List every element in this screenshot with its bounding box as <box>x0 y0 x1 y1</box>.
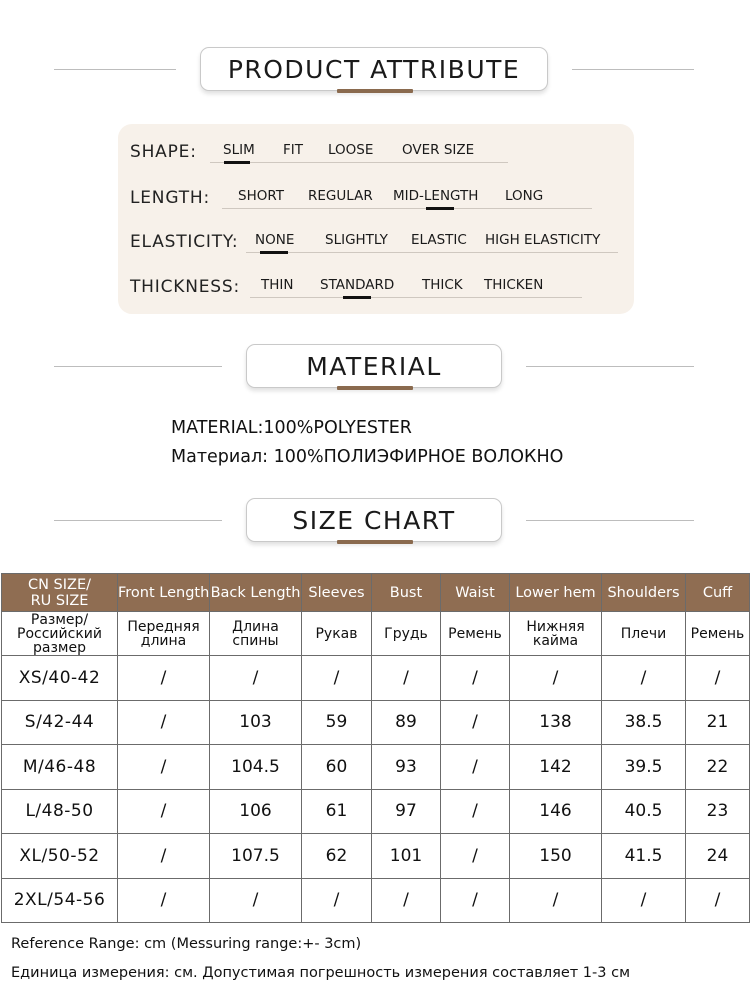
table-row <box>2 834 750 879</box>
table-cell: / <box>372 878 441 923</box>
attribute-row-shape <box>130 138 630 168</box>
table-cell: 39.5 <box>602 745 686 790</box>
size-label-cell: S/42-44 <box>2 700 118 745</box>
table-row <box>2 789 750 834</box>
table-row <box>2 700 750 745</box>
table-cell: 101 <box>372 834 441 879</box>
divider <box>54 366 222 367</box>
size-chart-heading <box>0 498 750 544</box>
attribute-option: MID-LENGTH <box>393 188 479 204</box>
table-cell: / <box>441 656 510 701</box>
column-header: Cuff <box>686 574 750 612</box>
table-cell: 93 <box>372 745 441 790</box>
table-header-row-ru <box>2 612 750 656</box>
table-row <box>2 745 750 790</box>
attribute-option: SLIM <box>223 142 255 158</box>
table-cell: / <box>441 834 510 879</box>
divider <box>54 520 222 521</box>
column-header-ru: Размер/ Российский размер <box>2 612 118 656</box>
section-title <box>246 498 502 542</box>
attribute-option: FIT <box>283 142 303 158</box>
column-header: Lower hem <box>510 574 602 612</box>
selected-marker <box>260 251 288 254</box>
attribute-option: HIGH ELASTICITY <box>485 232 601 248</box>
column-header-ru: Передняя длина <box>118 612 210 656</box>
table-cell: / <box>118 878 210 923</box>
column-header: Waist <box>441 574 510 612</box>
table-cell: / <box>441 789 510 834</box>
table-cell: 41.5 <box>602 834 686 879</box>
selected-marker <box>343 296 371 299</box>
table-cell: 142 <box>510 745 602 790</box>
table-cell: / <box>441 878 510 923</box>
table-cell: / <box>118 834 210 879</box>
table-cell: / <box>302 656 372 701</box>
table-cell: 138 <box>510 700 602 745</box>
section-title <box>200 47 548 91</box>
table-cell: / <box>210 656 302 701</box>
table-cell: 97 <box>372 789 441 834</box>
table-cell: 22 <box>686 745 750 790</box>
attribute-option: SHORT <box>238 188 284 204</box>
column-header-ru: Ремень <box>686 612 750 656</box>
table-cell: 89 <box>372 700 441 745</box>
table-row <box>2 878 750 923</box>
attribute-rule <box>222 208 592 209</box>
reference-range-en: Reference Range: cm (Messuring range:+- 3cm) <box>11 936 362 952</box>
attribute-row-length <box>130 184 630 214</box>
column-header: Bust <box>372 574 441 612</box>
size-label-cell: M/46-48 <box>2 745 118 790</box>
attribute-option: THICK <box>422 277 463 293</box>
column-header-ru: Рукав <box>302 612 372 656</box>
section-title-text: SIZE CHART <box>292 505 456 535</box>
attribute-option: STANDARD <box>320 277 395 293</box>
column-header: Back Length <box>210 574 302 612</box>
table-cell: / <box>602 878 686 923</box>
table-cell: 24 <box>686 834 750 879</box>
column-header: CN SIZE/ RU SIZE <box>2 574 118 612</box>
product-attribute-heading <box>0 47 750 93</box>
section-title-text: PRODUCT ATTRIBUTE <box>227 54 521 84</box>
table-cell: / <box>686 878 750 923</box>
table-cell: / <box>441 745 510 790</box>
column-header: Front Length <box>118 574 210 612</box>
table-cell: / <box>302 878 372 923</box>
title-accent <box>337 540 413 544</box>
table-cell: / <box>118 789 210 834</box>
attribute-label: SHAPE: <box>130 142 197 162</box>
table-header-row <box>2 574 750 612</box>
size-table <box>1 573 750 923</box>
divider <box>526 520 694 521</box>
divider <box>54 69 176 70</box>
attribute-option: NONE <box>255 232 295 248</box>
selected-marker <box>426 207 454 210</box>
table-cell: 103 <box>210 700 302 745</box>
attribute-rule <box>250 297 582 298</box>
table-cell: / <box>118 745 210 790</box>
attribute-option: THIN <box>261 277 294 293</box>
table-cell: 61 <box>302 789 372 834</box>
section-title-text: MATERIAL <box>306 351 442 381</box>
divider <box>526 366 694 367</box>
attribute-row-elasticity <box>130 228 630 258</box>
column-header-ru: Длина спины <box>210 612 302 656</box>
table-cell: 104.5 <box>210 745 302 790</box>
column-header-ru: Нижняя кайма <box>510 612 602 656</box>
attribute-option: REGULAR <box>308 188 373 204</box>
divider <box>572 69 694 70</box>
table-cell: / <box>441 700 510 745</box>
attribute-label: LENGTH: <box>130 188 210 208</box>
size-label-cell: 2XL/54-56 <box>2 878 118 923</box>
table-cell: / <box>510 656 602 701</box>
column-header-ru: Плечи <box>602 612 686 656</box>
table-row <box>2 656 750 701</box>
section-title <box>246 344 502 388</box>
attribute-rule <box>246 252 618 253</box>
table-cell: 59 <box>302 700 372 745</box>
column-header: Sleeves <box>302 574 372 612</box>
attribute-label: THICKNESS: <box>130 277 240 297</box>
table-cell: 23 <box>686 789 750 834</box>
table-cell: 60 <box>302 745 372 790</box>
selected-marker <box>224 161 250 164</box>
size-label-cell: XS/40-42 <box>2 656 118 701</box>
attribute-option: SLIGHTLY <box>325 232 388 248</box>
table-cell: 38.5 <box>602 700 686 745</box>
attribute-label: ELASTICITY: <box>130 232 239 252</box>
table-cell: 107.5 <box>210 834 302 879</box>
attribute-rule <box>210 162 508 163</box>
attribute-option: ELASTIC <box>411 232 467 248</box>
table-cell: / <box>210 878 302 923</box>
attribute-option: THICKEN <box>484 277 544 293</box>
attribute-option: OVER SIZE <box>402 142 475 158</box>
material-heading <box>0 344 750 390</box>
title-accent <box>337 386 413 390</box>
table-cell: 150 <box>510 834 602 879</box>
attribute-card <box>118 124 634 314</box>
size-label-cell: L/48-50 <box>2 789 118 834</box>
table-cell: / <box>118 700 210 745</box>
table-cell: 21 <box>686 700 750 745</box>
table-cell: 146 <box>510 789 602 834</box>
table-cell: 106 <box>210 789 302 834</box>
table-cell: 62 <box>302 834 372 879</box>
attribute-row-thickness <box>130 273 630 303</box>
material-ru: Материал: 100%ПОЛИЭФИРНОЕ ВОЛОКНО <box>171 447 564 467</box>
table-cell: 40.5 <box>602 789 686 834</box>
table-cell: / <box>510 878 602 923</box>
table-cell: / <box>686 656 750 701</box>
attribute-option: LONG <box>505 188 544 204</box>
column-header-ru: Ремень <box>441 612 510 656</box>
title-accent <box>337 89 413 93</box>
material-en: MATERIAL:100%POLYESTER <box>171 418 412 438</box>
column-header-ru: Грудь <box>372 612 441 656</box>
table-cell: / <box>118 656 210 701</box>
table-cell: / <box>372 656 441 701</box>
attribute-option: LOOSE <box>328 142 374 158</box>
table-cell: / <box>602 656 686 701</box>
size-label-cell: XL/50-52 <box>2 834 118 879</box>
reference-range-ru: Единица измерения: см. Допустимая погрешность измерения составляет 1-3 см <box>11 965 631 981</box>
column-header: Shoulders <box>602 574 686 612</box>
